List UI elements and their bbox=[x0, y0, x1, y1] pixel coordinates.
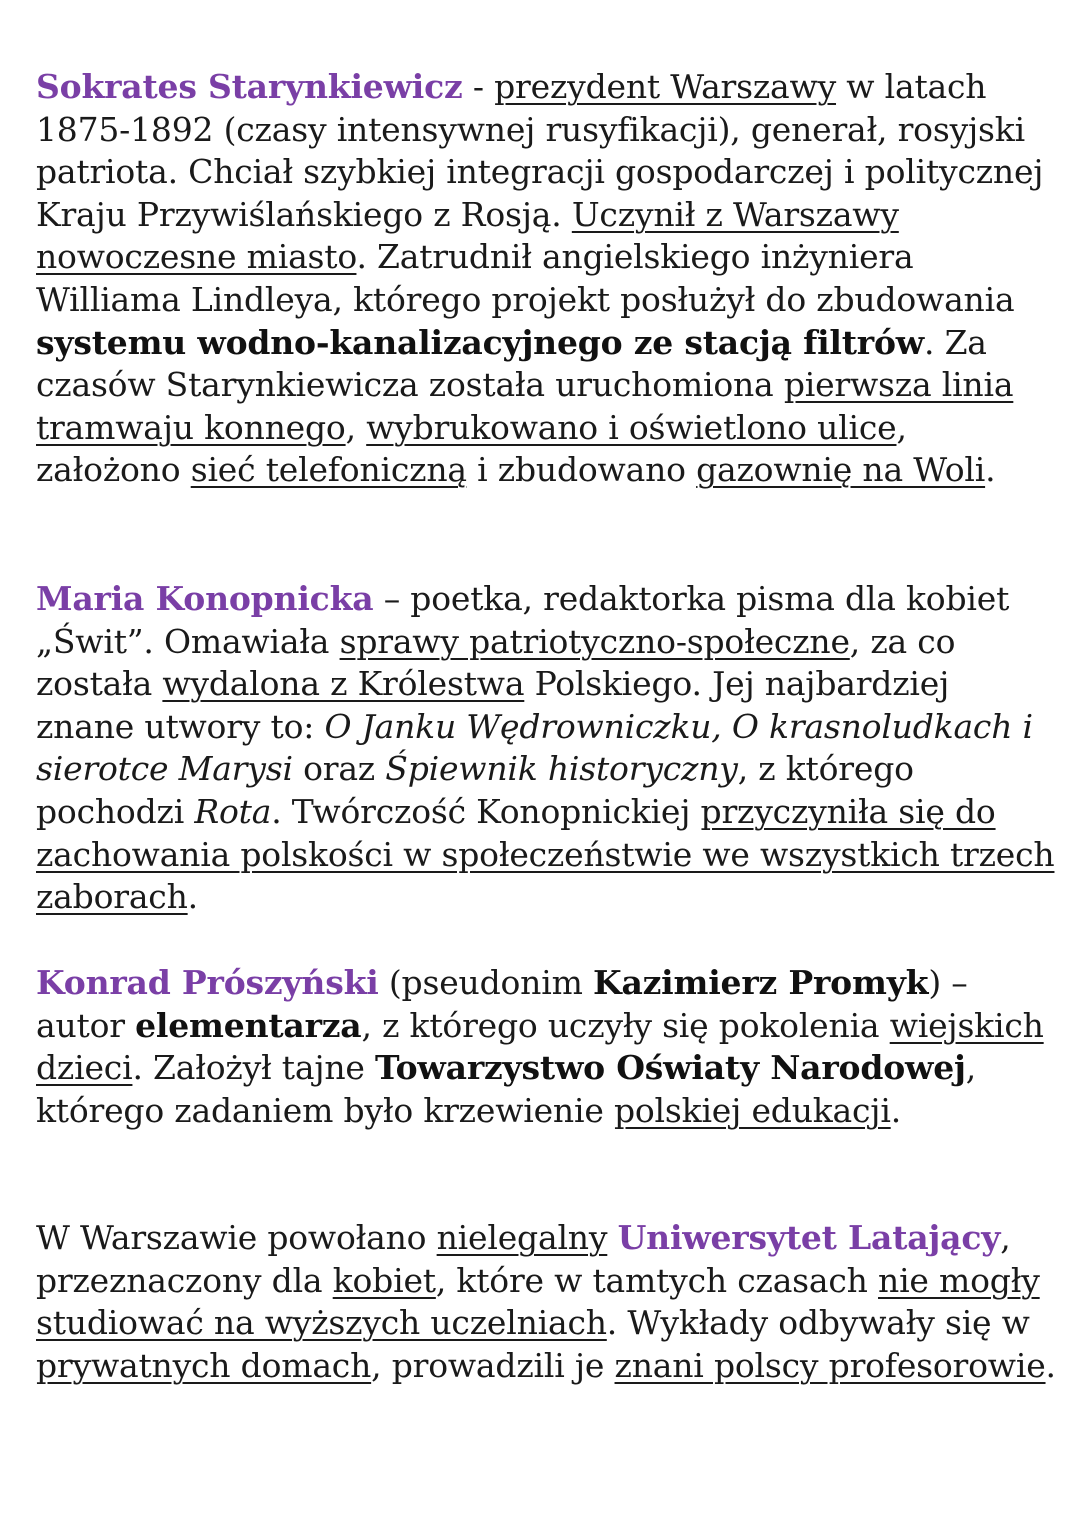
person-name: Maria Konopnicka bbox=[36, 579, 374, 618]
person-name: Konrad Prószyński bbox=[36, 963, 379, 1002]
person-name: Sokrates Starynkiewicz bbox=[36, 67, 463, 106]
paragraph-proszynski: Konrad Prószyński (pseudonim Kazimierz Promyk) – autor elementarza, z którego uczyły się pokolenia wiejskich dzieci. Założył tajne Towarzystwo Oświaty Narodowej, którego zadaniem było krzewienie polskiej edukacji. bbox=[36, 963, 1044, 1130]
paragraph-starynkiewicz: Sokrates Starynkiewicz - prezydent Warszawy w latach 1875-1892 (czasy intensywnej rusyfikacji), generał, rosyjski patriota. Chciał szybkiej integracji gospodarczej i politycznej Kraju Przywiślańskiego z Rosją. Uczynił z Warszawy nowoczesne miasto. Zatrudnił angielskiego inżyniera Williama Lindleya, którego projekt posłużył do zbudowania systemu wodno-kanalizacyjnego ze stacją filtrów. Za czasów Starynkiewicza została uruchomiona pierwsza linia tramwaju konnego, wybrukowano i oświetlono ulice, założono sieć telefoniczną i zbudowano gazownię na Woli. bbox=[36, 67, 1044, 490]
institution-name: Uniwersytet Latający bbox=[617, 1218, 1001, 1257]
paragraph-uniwersytet-latajacy: W Warszawie powołano nielegalny Uniwersytet Latający, przeznaczony dla kobiet, które w tamtych czasach nie mogły studiować na wyższych uczelniach. Wykłady odbywały się w prywatnych domach, prowadzili je znani polscy profesorowie. bbox=[36, 1218, 1056, 1385]
paragraph-konopnicka: Maria Konopnicka – poetka, redaktorka pisma dla kobiet „Świt”. Omawiała sprawy patriotyczno-społeczne, za co została wydalona z Królestwa Polskiego. Jej najbardziej znane utwory to: O Janku Wędrowniczku, O krasnoludkach i sierotce Marysi oraz Śpiewnik historyczny, z którego pochodzi Rota. Twórczość Konopnickiej przyczyniła się do zachowania polskości w społeczeństwie we wszystkich trzech zaborach. bbox=[36, 579, 1055, 917]
